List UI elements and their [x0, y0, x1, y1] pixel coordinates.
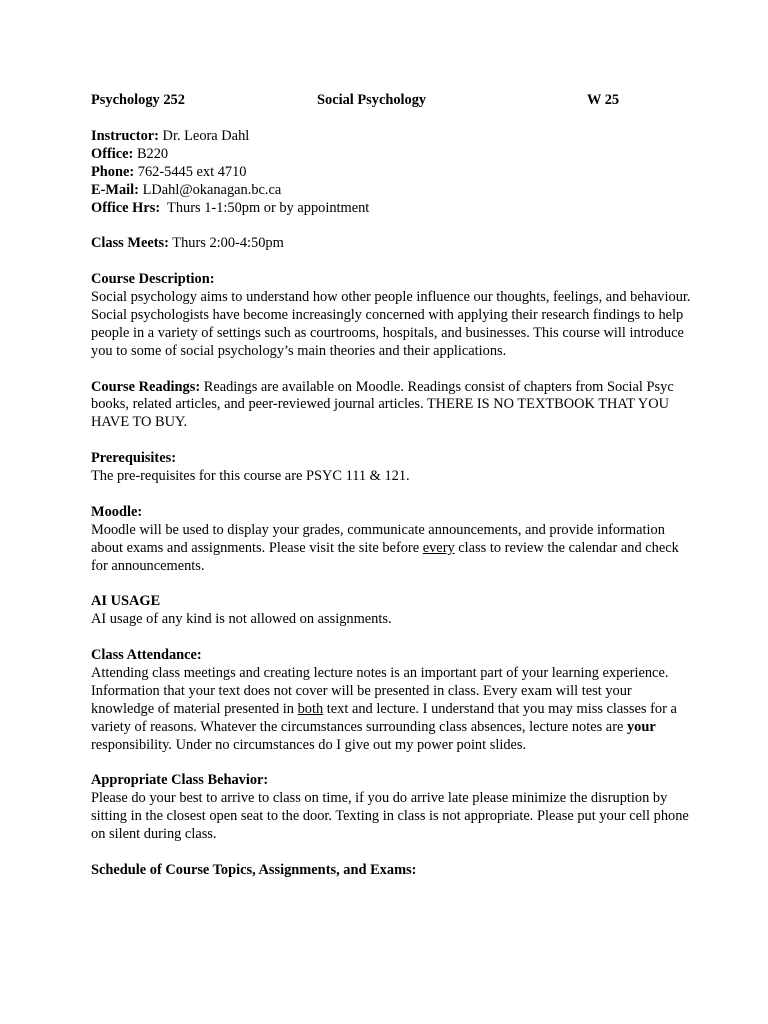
office-hours-line: [91, 200, 691, 218]
class-attendance-section: [91, 647, 691, 754]
course-number: Psychology 252: [91, 92, 185, 108]
email-line: [91, 182, 691, 200]
course-description-section: [91, 271, 691, 361]
ai-usage-heading: AI USAGE: [91, 593, 161, 610]
office-label: Office:: [91, 145, 134, 162]
class-meets-value: Thurs 2:00-4:50pm: [168, 235, 284, 252]
moodle-emphasis-every: every: [422, 539, 455, 556]
ai-usage-body: AI usage of any kind is not allowed on assignments.: [91, 611, 392, 628]
document-header: [91, 92, 691, 110]
attendance-emphasis-both: both: [297, 700, 324, 717]
moodle-heading: Moodle:: [91, 503, 143, 520]
course-readings-body: Readings are available on Moodle. Readings consist of chapters from Social Psyc books, related articles, and peer-reviewed journal articles. THERE IS NO TEXTBOOK THAT YOU HAVE TO BUY.: [91, 378, 674, 431]
syllabus-page: [91, 92, 691, 880]
email-value: LDahl@okanagan.bc.ca: [138, 181, 282, 198]
office-hours-value: Thurs 1-1:50pm or by appointment: [160, 199, 370, 216]
course-description-body: Social psychology aims to understand how other people influence our thoughts, feelings, and behaviour. Social psychologists have become increasingly concerned with applying their research findings to help people in a variety of settings such as courtrooms, hospitals, and businesses. This course will introduce you to some of social psychology’s main theories and their applications.: [91, 289, 691, 359]
office-line: [91, 146, 691, 164]
moodle-body-text-end: class to review the calendar and check for announcements.: [91, 539, 679, 574]
email-label: E-Mail:: [91, 181, 139, 198]
moodle-body: [91, 522, 691, 576]
class-attendance-body: [91, 665, 691, 755]
course-readings-label: Course Readings:: [91, 378, 201, 395]
office-hours-label: Office Hrs:: [91, 199, 161, 216]
course-description-heading: Course Description:: [91, 271, 215, 288]
prerequisites-section: [91, 450, 691, 486]
attendance-emphasis-your: your: [626, 718, 656, 735]
instructor-value: Dr. Leora Dahl: [158, 127, 250, 144]
ai-usage-section: [91, 593, 691, 629]
class-meets-label: Class Meets:: [91, 235, 169, 252]
phone-value: 762-5445 ext 4710: [134, 163, 247, 180]
attendance-text-1: Attending class meetings and creating lecture notes is an important part of your learning experience. Information that your text does not cover will be presented in class. Every exam will test your knowledge of material presented in: [91, 664, 669, 717]
class-meets-line: [91, 235, 691, 253]
class-behavior-body: Please do your best to arrive to class on time, if you do arrive late please minimize the disruption by sitting in the closest open seat to the door. Texting in class is not appropriate. Please put your cell phone on silent during class.: [91, 790, 689, 843]
moodle-section: [91, 504, 691, 576]
phone-label: Phone:: [91, 163, 135, 180]
class-attendance-heading: Class Attendance:: [91, 647, 202, 664]
class-behavior-heading: Appropriate Class Behavior:: [91, 772, 269, 789]
instructor-line: [91, 128, 691, 146]
class-behavior-section: [91, 772, 691, 844]
attendance-text-2: text and lecture. I understand that you may miss classes for a variety of reasons. Whatever the circumstances surrounding class absences, lecture notes are: [91, 700, 677, 735]
term: W 25: [587, 92, 620, 108]
office-value: B220: [133, 145, 169, 162]
phone-line: [91, 164, 691, 182]
attendance-text-3: responsibility. Under no circumstances do I give out my power point slides.: [91, 736, 527, 753]
prerequisites-body: The pre-requisites for this course are PSYC 111 & 121.: [91, 468, 410, 485]
contact-info: [91, 128, 691, 218]
schedule-heading: Schedule of Course Topics, Assignments, and Exams:: [91, 861, 417, 878]
course-title: Social Psychology: [317, 92, 427, 108]
instructor-label: Instructor:: [91, 127, 159, 144]
course-readings-section: [91, 379, 691, 433]
prerequisites-heading: Prerequisites:: [91, 450, 176, 467]
moodle-body-text: Moodle will be used to display your grades, communicate announcements, and provide information about exams and assignments. Please visit the site before: [91, 521, 665, 556]
